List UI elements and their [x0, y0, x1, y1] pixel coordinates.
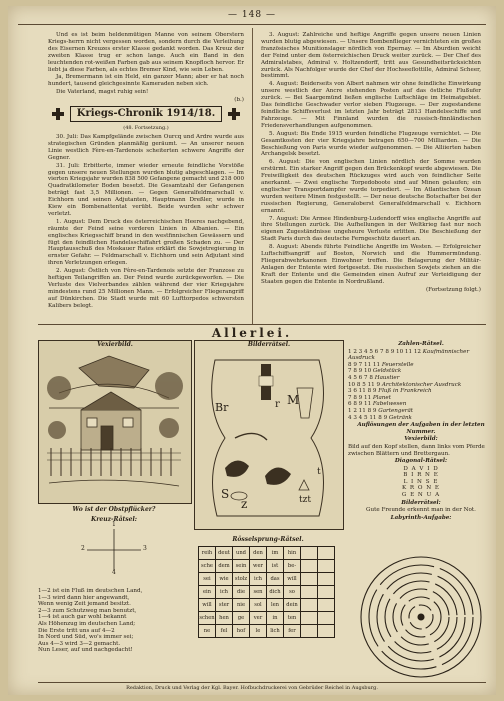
header-rule	[18, 24, 486, 25]
rebus-letters-br: Br	[215, 401, 229, 414]
kreuz-raetsel	[38, 516, 190, 575]
kreuz-line: In Nord und Süd, wo's immer sei;	[38, 634, 134, 641]
kreuz-line: Aus 4—3 wird 3—2 gemacht.	[38, 640, 121, 647]
bilderraetsel-illustration	[195, 348, 341, 524]
roessel-cell	[301, 625, 318, 638]
roessel-cell: ne	[199, 625, 216, 638]
kreuz-verse	[38, 588, 190, 654]
roessel-cell: will	[199, 599, 216, 612]
zahlen-nums: 1 2 11 8 9	[348, 407, 377, 414]
roessel-cell	[318, 586, 335, 599]
zahlen-word: Getränk	[388, 414, 412, 421]
roessel-cell: reih	[199, 547, 216, 560]
left-paragraph-3: Die Vaterland, magst ruhig sein!	[56, 89, 149, 96]
roessel-cell	[301, 560, 318, 573]
roessel-cell: nie	[233, 599, 250, 612]
roessel-cell: will	[284, 573, 301, 586]
roessel-cell: stolz	[233, 573, 250, 586]
roessel-cell: ich	[216, 586, 233, 599]
roessel-cell: le	[250, 625, 267, 638]
kreuz-line: Nun Leser, auf und nachgedacht!	[38, 647, 133, 654]
kreuz-number: 1	[112, 521, 116, 528]
zahlen-nums: 6 8 9 11	[348, 401, 372, 408]
roessel-row	[199, 547, 335, 560]
zahlen-word: Planet	[372, 394, 391, 401]
chronik-title: Kriegs-Chronik 1914/18.	[70, 106, 222, 122]
kreuz-number: 2	[81, 545, 85, 552]
roessel-cell	[301, 599, 318, 612]
zahlen-word: Haustier	[374, 374, 400, 381]
roessel-cell: ein	[199, 586, 216, 599]
allerlei-title: Allerlei.	[211, 326, 293, 340]
zahlen-word: Fluß in Frankreich	[378, 388, 432, 395]
labyrinth-title: Labyrinth-Aufgabe:	[390, 514, 452, 521]
zahlen-row	[348, 408, 494, 415]
left-column	[48, 32, 244, 332]
right-paragraph: 8. August: Abends führte Feindliche Angriffe im Westen. — Erfolgreicher Luftschiffsangriff auf Boston, Norwich und die Hummermündung. Fliegerabwehrkanonen Einwohner treffen. Die Belagerung der Militär-Anlagen der Entente wird fortgesetzt. Die russischen Sowjets ziehen an die Kraft der Entente und die Gemeinden einen Aufruf zur Verteidigung der Staaten gegen die Entente in Nordrußland.	[261, 244, 481, 285]
zahlen-row	[348, 388, 494, 395]
vexier-solution-title: Vexierbild:	[404, 436, 438, 443]
roesselsprung-grid	[198, 546, 335, 638]
kreuz-line: 1—4 ist auch gar wohl bekannt	[38, 614, 127, 621]
diagonal-word: K R O N E	[401, 485, 441, 492]
zahlen-title: Zahlen-Rätsel.	[398, 341, 444, 347]
zahlen-word: Kaufmännischer Ausdruck	[348, 348, 470, 362]
rebus-letters-r: r	[275, 399, 280, 410]
chronik-subtitle: (48. Fortsetzung.)	[123, 125, 169, 132]
roessel-cell	[318, 560, 335, 573]
footer-rule	[38, 682, 486, 683]
rebus-letters-s: S	[221, 487, 230, 501]
zahlen-nums: 4 3 4 5 11 8 9	[348, 414, 388, 421]
roessel-cell: den	[250, 547, 267, 560]
zahlen-row	[348, 415, 494, 422]
newspaper-page	[8, 6, 496, 695]
diagonal-word: B I R N E	[403, 472, 439, 479]
roesselsprung-raetsel	[198, 536, 338, 638]
roessel-cell: dich	[267, 586, 284, 599]
chronik-paragraph: 31. Juli: Erbitterte, immer wieder erneute feindliche Vorstöße gegen unsere neuen Stellungen wurden blutig abgeschlagen. — Im vierten Kriegsjahr wurden 838 500 Gefangene gemacht und 218 000 Quadratkilometer Boden besetzt. Die Gesamtzahl der Gefangenen beträgt fast 3,5 Millionen. — Gegen Generalfeldmarschall v. Eichhorn und seinen Adjutanten, Hauptmann Dreßler, wurde in Kiew ein Bombenattentat verübt. Beide wurden sehr schwer verletzt.	[48, 162, 244, 217]
diagonal-title: Diagonal-Rätsel:	[394, 458, 448, 465]
roessel-cell: das	[267, 573, 284, 586]
roessel-row	[199, 599, 335, 612]
roessel-cell: hin	[284, 547, 301, 560]
bilder-solution-text: Gute Freunde erkennt man in der Not.	[366, 507, 476, 514]
roessel-cell	[318, 612, 335, 625]
roessel-cell: deut	[216, 547, 233, 560]
kreuz-line: Wenn wenig Zeit jemand besitzt.	[38, 601, 131, 608]
roesselsprung-title: Rösselsprung-Rätsel.	[232, 536, 304, 543]
roessel-cell: ver	[250, 612, 267, 625]
zahlen-row	[348, 368, 494, 375]
roessel-row	[199, 625, 335, 638]
zahlen-row	[348, 349, 494, 362]
zahlen-row	[348, 375, 494, 382]
page-number: — 148 —	[228, 10, 276, 20]
kreuz-line: 2—3 zum Schutzweg man benutzt,	[38, 607, 137, 614]
zahlen-nums: 1 2 3 4 5 6 7 8 9 10 11 12	[348, 348, 421, 355]
rebus-letters-tzt: tzt	[299, 495, 311, 505]
chronik-paragraph: 30. Juli: Das Kampfgelände zwischen Ourcq und Ardre wurde aus strategischen Gründen planmäßig geräumt. — An unserer neuen Linie westlich Fère-en-Tardenois scheiterten schwere Angriffe der Gegner.	[48, 133, 244, 161]
roessel-cell	[318, 625, 335, 638]
roessel-cell: sche	[199, 560, 216, 573]
roessel-cell: ist	[267, 560, 284, 573]
diagonal-word: G E N U A	[401, 492, 441, 499]
roessel-cell: lich	[267, 625, 284, 638]
rebus-letters-z: z	[241, 497, 248, 511]
roessel-row	[199, 612, 335, 625]
roessel-cell: ster	[216, 599, 233, 612]
roessel-cell: sein	[233, 560, 250, 573]
vexierbild-question: Wo ist der Obstpflücker?	[72, 506, 156, 513]
kreuz-number: 4	[112, 569, 116, 576]
zahlen-nums: 8 9 7 11 11	[348, 361, 381, 368]
zahlen-word: Geldstück	[372, 368, 402, 375]
zahlen-nums: 7 8 9 10	[348, 368, 372, 375]
roessel-cell: wer	[250, 560, 267, 573]
roessel-cell: so	[284, 586, 301, 599]
solutions-title: Auflösungen der Aufgaben in der letzten Nummer.	[357, 422, 485, 435]
zahlen-nums: 3 6 11 8 9	[348, 388, 377, 395]
diagonal-word: D A V I D	[403, 465, 439, 472]
chronik-heading	[48, 106, 244, 122]
right-paragraph: 6. August: Die von englischen Linien nördlich der Somme wurden erstürmt. Ein starker Angriff gegen den Brückenkopf wurde abgewiesen. Die Freiwilligkeit des deutschen Rückzuges wird auch von feindlicher Seite anerkannt. — Zwei englische Torpedoboote sind auf Minen gelaufen; ein englischer Transportdampfer wurde torpediert. — Im Atlantischen Ozean wurden weitere Minen festgestellt. — Der neue deutsche Botschafter bei der russischen Regierung, Generaloberst Generalfeldmarschall v. Eichhorn ernannt.	[261, 159, 481, 214]
kreuz-diagram	[79, 521, 149, 576]
kreuz-line: Als Höhenzug im deutschen Land;	[38, 620, 136, 627]
kreuz-line: 1—3 wird dann hier angewandt,	[38, 594, 130, 601]
kreuz-lines	[79, 525, 149, 575]
right-paragraph: 4. August: Beiderseits von Albert nahmen wir ohne feindliche Einwirkung unsere westlich der Ancre stehenden Posten auf das östliche Flußufer zurück. — Bei Saargemünd ließen englische Luftschläge im Heimatgebiet. Das feindliche Geschwader verlor sieben Flugzeuge. — Der zugestandene feindliche Schiffsverlust im letzten Jahr beträgt 2813 Handelsschiffe und Fahrzeuge. — Mit Finnland wurden die russisch-finnländischen Friedensverhandlungen aufgenommen.	[261, 81, 481, 129]
zahlen-nums: 7 8 9 11	[348, 394, 372, 401]
roessel-cell: sei	[199, 573, 216, 586]
roessel-cell: hof	[233, 625, 250, 638]
roessel-row	[199, 586, 335, 599]
answers-column	[348, 340, 494, 522]
zahlen-row	[348, 362, 494, 369]
iron-cross-icon	[228, 108, 240, 120]
chronik-paragraph: 2. August: Östlich von Fère-en-Tardenois setzte der Franzose zu heftigen Teilangriffen an. Der Feind wurde zurückgeworfen. — Die Verluste des Vielverbandes zählen während der vier Kriegsjahre mindestens rund 25 Millionen Mann. — Erfolgreicher Fliegerangriff auf Dünkirchen. Die Stadt wurde mit 60 Lufttorpedos schwersten Kalibers belegt.	[48, 268, 244, 309]
zahlen-word: Architektonischer Ausdruck	[381, 381, 462, 388]
chronik-paragraph: 1. August: Dem Druck des österreichischen Heeres nachgebend, räumte der Feind seine vorderen Linien in Albanien. — Ein englisches Kriegsschiff brand in den westfinnischen Gewässern und fügt den feindlichen Handelsschiffahrt großen Schaden zu. — Der Hauptausschuß des Moskauer Rates erklärt die Sowjetregierung in ernster Gefahr. — Feldmarschall v. Eichhorn und sein Adjutant sind ihren Verletzungen erlegen.	[48, 218, 244, 267]
roessel-cell: dem	[216, 560, 233, 573]
vexier-solution-text: Bild auf den Kopf stellen, dann links vom Pferde zwischen Blättern und Brettergaun.	[348, 443, 485, 457]
kreuz-line: 1—2 ist ein Fluß im deutschen Land,	[38, 588, 143, 594]
roessel-cell: ich	[250, 573, 267, 586]
zahlen-word: Gartengerät	[378, 407, 414, 414]
roessel-cell	[301, 586, 318, 599]
column-divider	[252, 28, 253, 324]
zahlen-row	[348, 395, 494, 402]
iron-cross-icon	[52, 108, 64, 120]
zahlen-word: Feuerstelle	[381, 361, 414, 368]
roessel-cell	[301, 547, 318, 560]
signature: (b.)	[234, 97, 244, 104]
roessel-row	[199, 560, 335, 573]
right-paragraph: 5. August: Bis Ende 1915 wurden feindliche Flugzeuge vernichtet. — Die Gesamtkosten der vier Kriegsjahre betragen 650—700 Milliarden. — Die Beschießung von Paris wurde wieder aufgenommen. — Die Alliierten haben Archangelsk besetzt.	[261, 130, 481, 158]
diagonal-word: L I N S E	[403, 478, 439, 485]
roessel-cell: len	[267, 599, 284, 612]
roessel-cell: und	[233, 547, 250, 560]
roessel-cell: im	[267, 547, 284, 560]
roessel-cell: ten	[284, 612, 301, 625]
rebus-letters-m: M	[287, 393, 300, 407]
labyrinth-illustration	[352, 552, 490, 682]
roessel-cell: wie	[216, 573, 233, 586]
right-paragraph: 3. August: Zahlreiche und heftige Angriffe gegen unsere neuen Linien wurden blutig abgewiesen. — Unsere Bombenflieger vernichteten ein großes französisches Munitionslager nördlich von Epernay. — Im Aburdien weicht der Feind unter dem österreichischen Druck weiter zurück. — Der Chef des Admiralstabes, Admiral v. Holtzendorff, tritt aus Gesundheitsrücksichten zurück. Als Nachfolger wurde der Chef der Hochseeflottille, Admiral Scheer, bestimmt.	[261, 32, 481, 80]
left-paragraph-1: Und es ist beim heldenmütigen Manne von seinem Oberstern Kriegs-herrn nicht vergessen worden, sondern durch die Verleihung des Eisernen Kreuzes erster Klasse gedankt worden. Das Kreuz der zweiten Klasse trug er schon lange. Auch ein Band in den leuchtenden rot-weißen Farben gab aus seinem Knopfloch hervor. Er liebt ja diese Farben, als echtes Bremer Kind, wie sein Leben.	[48, 32, 244, 73]
bilderraetsel-panel	[194, 340, 344, 530]
vexierbild-illustration	[39, 348, 189, 498]
roessel-cell	[318, 547, 335, 560]
bilderraetsel-title: Bilderrätsel.	[247, 341, 291, 348]
zahlen-nums: 4 5 6 7 8	[348, 374, 373, 381]
kreuz-number: 3	[143, 545, 147, 552]
kreuz-line: Die Erste tritt uns auf 4—2	[38, 627, 115, 634]
left-paragraph-2: Ja, Bremermann ist ein Held, ein ganzer Mann; aber er hat noch hundert, tausend gleichgesinnte Kameraden neben sich.	[48, 74, 244, 88]
continuation-note: (Fortsetzung folgt.)	[425, 286, 481, 293]
bilder-solution-title: Bilderrätsel:	[401, 499, 441, 506]
zahlen-nums: 10 8 5 11 9	[348, 381, 381, 388]
roessel-cell	[301, 573, 318, 586]
roessel-cell: hen	[216, 612, 233, 625]
roessel-cell: ge	[233, 612, 250, 625]
section-rule	[38, 324, 486, 325]
zahlen-word: Fabelwesen	[372, 401, 407, 408]
zahlen-row	[348, 382, 494, 389]
right-paragraph: 7. August: Die Armee Hindenburg-Ludendorff wies englische Angriffe auf ihre Stellungen zurück. Die Aufhellungen in der Weltkrieg fast nur noch eigenen Zugeständnisse ungeheure Verluste erlitten. Die Beschießung der Stadt Paris durch das deutsche Ferngeschütz dauert an.	[261, 215, 481, 243]
roessel-cell	[318, 599, 335, 612]
zahlen-row	[348, 401, 494, 408]
right-column	[261, 32, 481, 332]
roessel-cell: in	[267, 612, 284, 625]
roessel-cell: sol	[250, 599, 267, 612]
roessel-cell: be-	[284, 560, 301, 573]
kreuz-title: Kreuz-Rätsel:	[91, 516, 137, 523]
roessel-cell	[318, 573, 335, 586]
imprint: Redaktion, Druck und Verlag der Kgl. Bayer. Hofbuchdruckerei von Gebrüder Reichel in Augsburg.	[126, 685, 378, 691]
roessel-cell	[301, 612, 318, 625]
roessel-cell: fel	[216, 625, 233, 638]
roessel-cell: die	[233, 586, 250, 599]
roessel-cell: fer	[284, 625, 301, 638]
roessel-row	[199, 573, 335, 586]
roessel-cell: sen	[250, 586, 267, 599]
roessel-cell: schen	[199, 612, 216, 625]
vexierbild-panel	[38, 340, 192, 504]
rebus-letters-t: t	[317, 467, 321, 477]
vexierbild-title: Vexierbild.	[97, 341, 133, 348]
roessel-cell: dein	[284, 599, 301, 612]
